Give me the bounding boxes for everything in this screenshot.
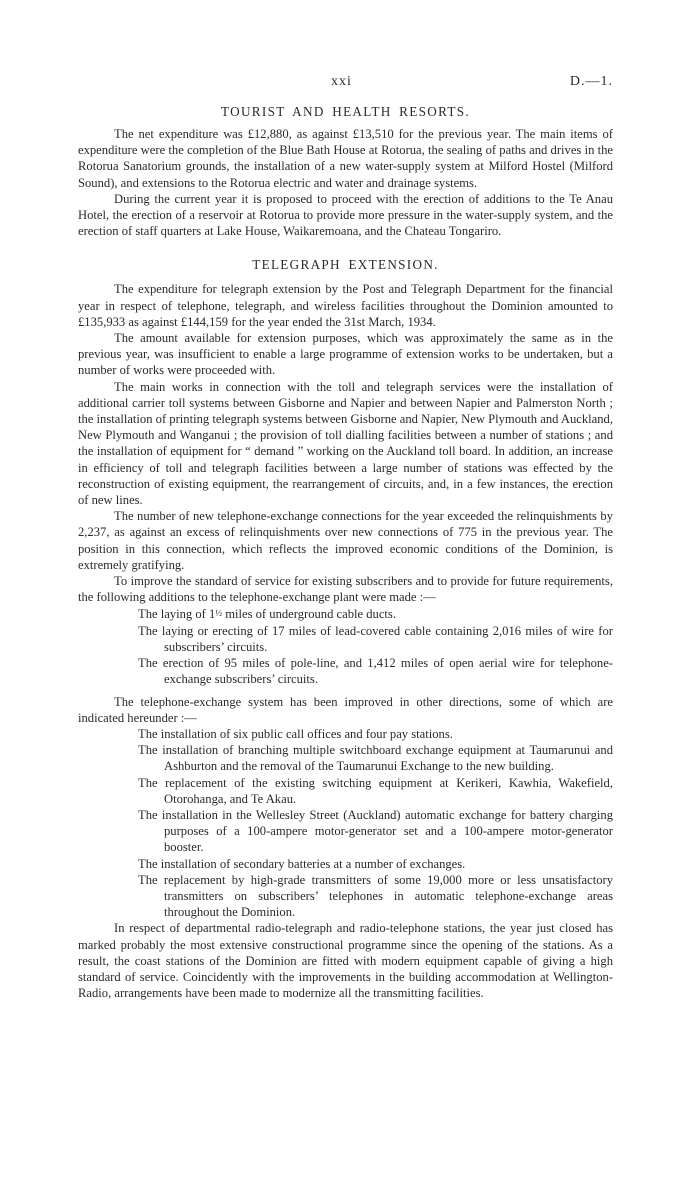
list-item: The replacement by high-grade transmitters of some 19,000 more or less unsatisfactory transmitters on subscribers’ telephones in automatic telephone-exchange areas throughout the Dominion. <box>138 872 613 920</box>
paragraph: To improve the standard of service for existing subscribers and to provide for future requirements, the following additions to the telephone-exchange plant were made :— <box>78 574 613 605</box>
improvements-list <box>78 726 613 920</box>
section-heading-telegraph-extension: TELEGRAPH EXTENSION. <box>252 257 439 273</box>
paragraph: The number of new telephone-exchange connections for the year exceeded the relinquishments by 2,237, as against an excess of relinquishments over new connections of 775 in the previous year. The position in this connection, which reflects the improved economic conditions of the Dominion, is extremely gratifying. <box>78 509 613 572</box>
paragraph: The net expenditure was £12,880, as against £13,510 for the previous year. The main items of expenditure were the completion of the Blue Bath House at Rotorua, the sealing of paths and drives in the Rotorua Sanatorium grounds, the installation of a new water-supply system at Milford Hostel (Milford Sound), and extensions to the Rotorua electric and water and drainage systems. <box>78 127 613 190</box>
list-item: The replacement of the existing switching equipment at Kerikeri, Kawhia, Wakefield, Otorohanga, and Te Akau. <box>138 775 613 806</box>
page-number: xxi <box>331 74 352 89</box>
list-item: The erection of 95 miles of pole-line, and 1,412 miles of open aerial wire for telephone-exchange subscribers’ circuits. <box>138 656 613 687</box>
list-item: The installation of secondary batteries at a number of exchanges. <box>138 856 466 871</box>
paragraph: The amount available for extension purposes, which was approximately the same as in the previous year, was insufficient to enable a large programme of extension works to be undertaken, but a number of works were proceeded with. <box>78 331 613 378</box>
list-item: The laying of 1½ miles of underground cable ducts. <box>138 607 396 622</box>
fraction-half: ½ <box>215 608 223 619</box>
list-item: The installation in the Wellesley Street (Auckland) automatic exchange for battery charging purposes of a 100-ampere motor-generator set and a 100-ampere motor-generator booster. <box>138 807 613 855</box>
list-item: The laying or erecting of 17 miles of lead-covered cable containing 2,016 miles of wire for subscribers’ circuits. <box>138 623 613 654</box>
list-item: The installation of six public call offices and four pay stations. <box>138 726 453 741</box>
document-page <box>78 70 613 1001</box>
plant-additions-list <box>78 605 613 687</box>
paragraph: During the current year it is proposed to proceed with the erection of additions to the Te Anau Hotel, the erection of a reservoir at Rotorua to provide more pressure in the water-supply system, and the erection of staff quarters at Lake House, Waikaremoana, and the Chateau Tongariro. <box>78 191 613 239</box>
paragraph: In respect of departmental radio-telegraph and radio-telephone stations, the year just closed has marked probably the most extensive constructional programme since the opening of the stations. As a result, the coast stations of the Dominion are fitted with modern equipment capable of giving a high standard of service. Coincidently with the improvements in the building accommodation at Wellington-Radio, arrangements have been made to modernize all the transmitting facilities. <box>78 921 613 1001</box>
list-item: The installation of branching multiple switchboard exchange equipment at Taumarunui and Ashburton and the removal of the Taumarunui Exchange to the new building. <box>138 743 613 774</box>
paragraph: The main works in connection with the toll and telegraph services were the installation of additional carrier toll systems between Gisborne and Napier and between Napier and Palmerston North ; the installation of printing telegraph systems between Gisborne and Napier, New Plymouth and Auckland, New Plymouth and Wanganui ; the provision of toll dialling facilities between a number of stations ; and the installation of equipment for “ demand ” working on the Auckland toll board. In addition, an increase in efficiency of toll and telegraph facilities between a large number of stations was effected by the reconstruction of existing equipment, the rearrangement of circuits, and, in a few instances, the erection of new lines. <box>78 379 613 508</box>
running-header <box>78 70 613 92</box>
paragraph: The telephone-exchange system has been improved in other directions, some of which are indicated hereunder :— <box>78 694 613 725</box>
document-reference: D.—1. <box>569 74 613 89</box>
paragraph: The expenditure for telegraph extension by the Post and Telegraph Department for the financial year in respect of telephone, telegraph, and wireless facilities throughout the Dominion amounted to £135,933 as against £144,159 for the year ended the 31st March, 1934. <box>78 282 613 329</box>
section-heading-tourist-resorts: TOURIST AND HEALTH RESORTS. <box>221 104 470 119</box>
